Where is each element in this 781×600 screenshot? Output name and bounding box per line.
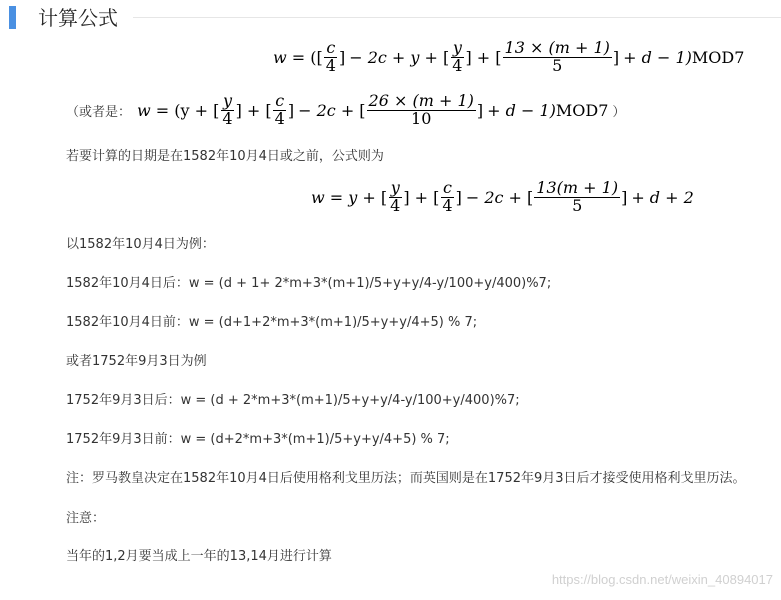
code-line-1752-after: 1752年9月3日后：w = (d + 2*m+3*(m+1)/5+y+y/4-y/100+y/400)%7;: [66, 393, 520, 408]
formula-suffix: ）: [612, 104, 626, 120]
paragraph-attention-label: 注意：: [66, 511, 106, 526]
watermark-url: https://blog.csdn.net/weixin_40894017: [551, 572, 773, 587]
formula-var-w: w: [273, 47, 287, 67]
heading-accent-bar: [9, 6, 16, 29]
fraction-month-term: $\frac{13 \times (m + 1)}{5}$: [504, 38, 610, 75]
fraction-c-over-4: $\frac{c}{4}$: [442, 178, 453, 215]
fraction-y-over-4: $\frac{y}{4}$: [222, 91, 233, 128]
fraction-month-term: $\frac{26 \times (m + 1)}{10}$: [368, 91, 474, 128]
formula-alternative: （或者是： w = (y + [ $\frac{y}{4}$ ] + [ $\frac{c}{4}$ ] − 2c + [ $\frac{26 \times (m + 1)}{10}$ ] + d − 1) MOD7 ）: [66, 91, 626, 128]
code-line-1582-after: 1582年10月4日后：w = (d + 1+ 2*m+3*(m+1)/5+y+y/4-y/100+y/400)%7;: [66, 276, 552, 291]
fraction-c-over-4: $\frac{c}{4}$: [274, 91, 285, 128]
fraction-c-over-4: $\frac{c}{4}$: [325, 38, 336, 75]
fraction-y-over-4: $\frac{y}{4}$: [452, 38, 463, 75]
formula-mod: MOD7: [691, 47, 745, 67]
fraction-month-term: $\frac{13(m + 1)}{5}$: [536, 178, 619, 215]
code-line-1752-before: 1752年9月3日前：w = (d+2*m+3*(m+1)/5+y+y/4+5) % 7;: [66, 432, 450, 447]
heading-divider: [133, 17, 781, 18]
formula-zeller-main: w = ([ $\frac{c}{4}$ ] − 2c + y + [ $\frac{y}{4}$ ] + [ $\frac{13 \times (m + 1)}{5}$ ] + d − 1) MOD7: [273, 38, 745, 75]
paragraph-pre-1582-intro: 若要计算的日期是在1582年10月4日或之前，公式则为: [66, 149, 384, 164]
formula-term: − 2c + y +: [349, 47, 438, 67]
code-line-1582-before: 1582年10月4日前：w = (d+1+2*m+3*(m+1)/5+y+y/4+5) % 7;: [66, 315, 478, 330]
formula-prefix: （或者是：: [66, 104, 132, 120]
formula-term: + d − 1): [623, 47, 692, 67]
paragraph-calendar-note: 注：罗马教皇决定在1582年10月4日后使用格利戈里历法；而英国则是在1752年9月3日后才接受使用格利戈里历法。: [66, 471, 746, 486]
formula-pre-1582: w = y + [ $\frac{y}{4}$ ] + [ $\frac{c}{4}$ ] − 2c + [ $\frac{13(m + 1)}{5}$ ] + d + 2: [311, 178, 694, 215]
paragraph-month-rule: 当年的1,2月要当成上一年的13,14月进行计算: [66, 549, 332, 564]
fraction-y-over-4: $\frac{y}{4}$: [390, 178, 401, 215]
paragraph-example-1582: 以1582年10月4日为例：: [66, 237, 215, 252]
section-title: 计算公式: [38, 6, 118, 30]
paragraph-example-1752: 或者1752年9月3日为例: [66, 354, 207, 369]
